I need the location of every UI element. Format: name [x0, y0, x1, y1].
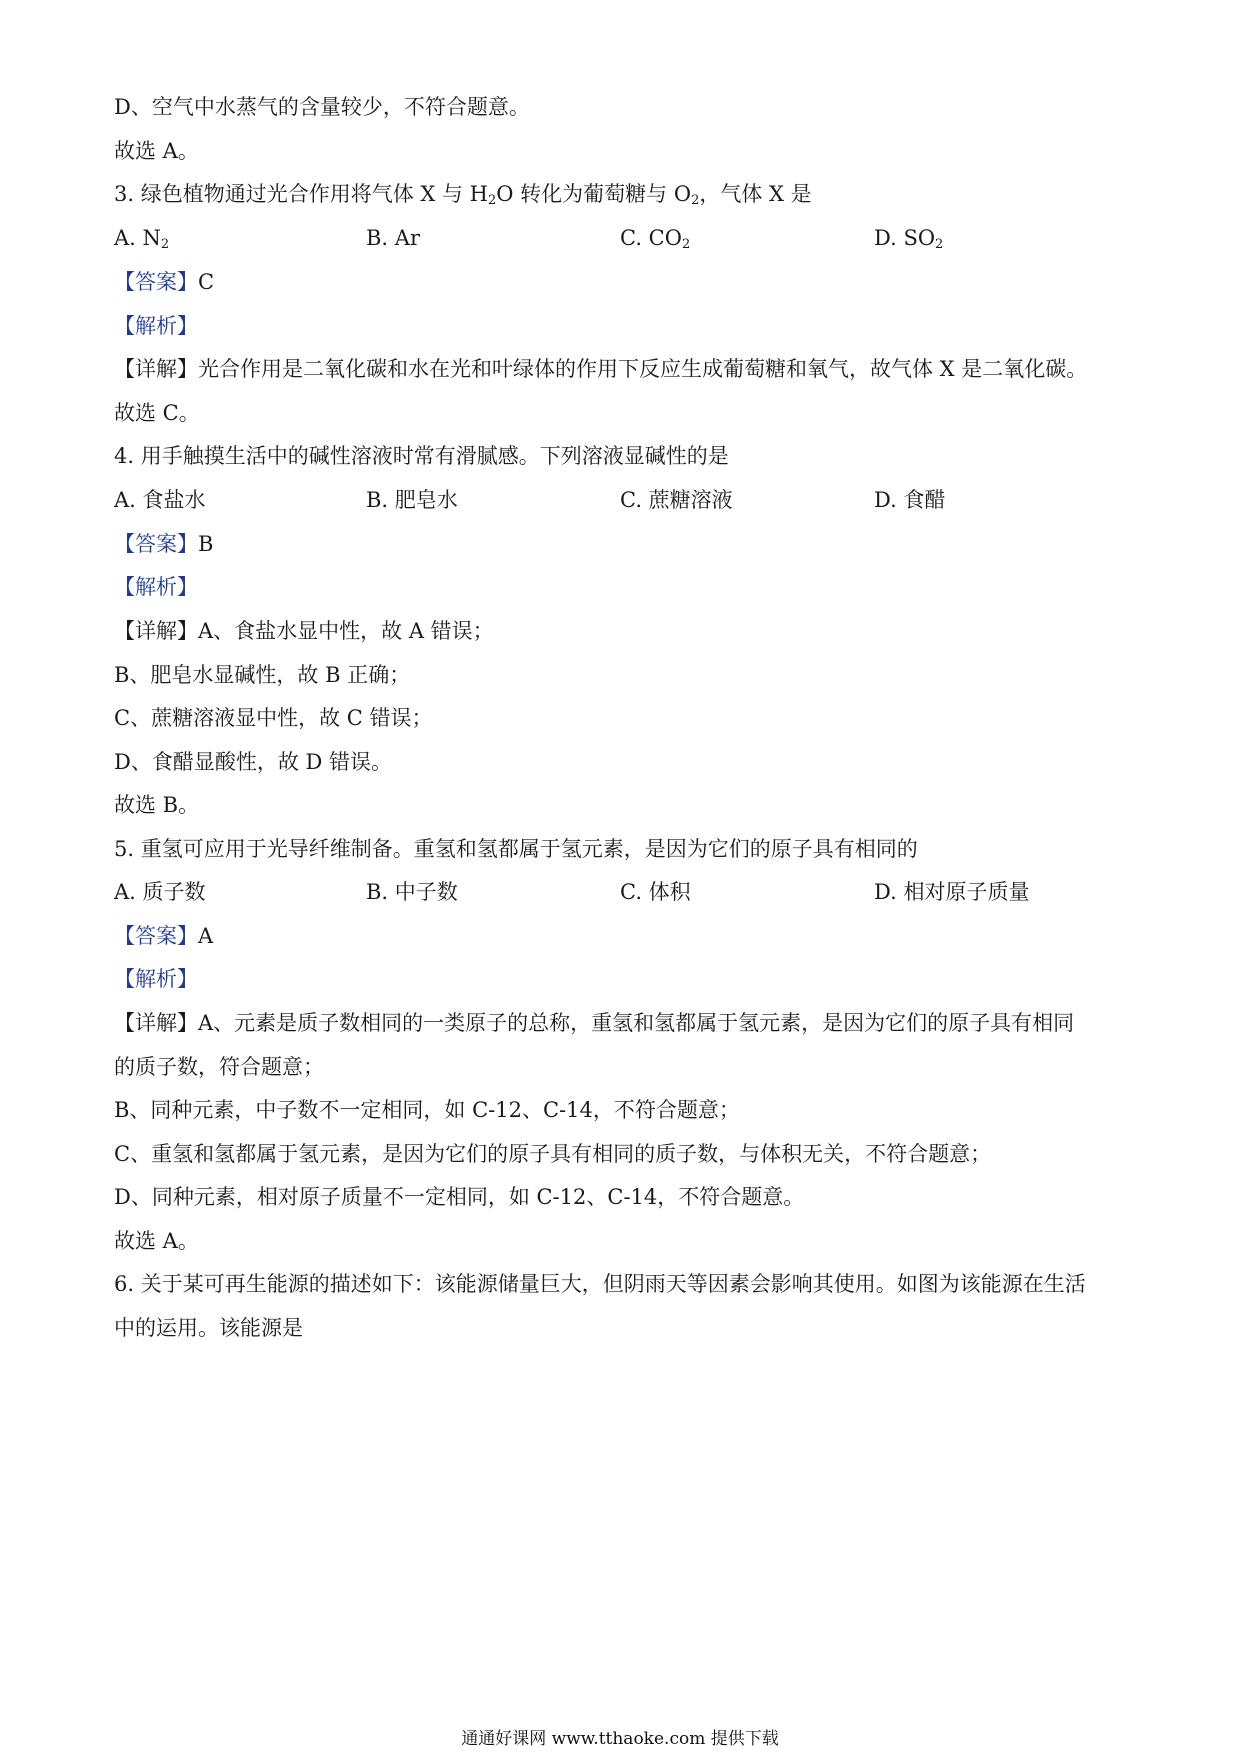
q5-detail-b: B、同种元素，中子数不一定相同，如 C-12、C-14，不符合题意； — [114, 1098, 740, 1122]
analysis-tag: 【解析】 — [114, 575, 198, 599]
q5-options — [114, 877, 1114, 907]
q4-detail-c: C、蔗糖溶液显中性，故 C 错误； — [114, 706, 433, 730]
q5-option-b: B. 中子数 — [366, 880, 458, 904]
q4-answer: 【答案】B — [114, 532, 214, 556]
prev-conclusion: 故选 A。 — [114, 139, 199, 163]
footer-source: 通通好课网 www.tthaoke.com 提供下载 — [461, 1729, 779, 1749]
q4-option-a: A. 食盐水 — [114, 488, 206, 512]
q5-analysis — [114, 964, 1120, 994]
q4-detail-d: D、食醋显酸性，故 D 错误。 — [114, 750, 393, 774]
q5-option-a: A. 质子数 — [114, 880, 206, 904]
q5-detail-c: C、重氢和氢都属于氢元素，是因为它们的原子具有相同的质子数，与体积无关，不符合题意； — [114, 1142, 992, 1166]
q4-analysis — [114, 572, 1120, 602]
q3-answer: 【答案】C — [114, 270, 215, 294]
q3-conclusion: 故选 C。 — [114, 401, 200, 425]
q5-detail-d: D、同种元素，相对原子质量不一定相同，如 C-12、C-14，不符合题意。 — [114, 1185, 805, 1209]
answer-tag: 【答案】 — [114, 532, 198, 556]
q4-stem: 4. 用手触摸生活中的碱性溶液时常有滑腻感。下列溶液显碱性的是 — [114, 444, 729, 468]
q5-detail-a: 【详解】A、元素是质子数相同的一类原子的总称，重氢和氢都属于氢元素，是因为它们的原子具有相同 — [114, 1011, 1075, 1035]
q3-option-c: C. $CO_2$ — [620, 226, 691, 252]
q3-options — [114, 223, 1114, 253]
detail-tag: 【详解】 — [114, 357, 198, 381]
q3-analysis — [114, 311, 1120, 341]
q4-option-c: C. 蔗糖溶液 — [620, 488, 733, 512]
q4-option-b: B. 肥皂水 — [366, 488, 458, 512]
q5-option-c: C. 体积 — [620, 880, 691, 904]
q3-stem: 3. 绿色植物通过光合作用将气体 X 与 $H_2O$ 转化为葡萄糖与 $O_2$，气体 X 是 — [114, 182, 812, 208]
q4-detail-b: B、肥皂水显碱性，故 B 正确； — [114, 663, 411, 687]
detail-tag: 【详解】 — [114, 1011, 198, 1035]
q6-stem-line1: 6. 关于某可再生能源的描述如下：该能源储量巨大，但阴雨天等因素会影响其使用。如图为该能源在生活 — [114, 1272, 1086, 1296]
answer-tag: 【答案】 — [114, 924, 198, 948]
q3-option-d: D. $SO_2$ — [874, 226, 944, 252]
detail-tag: 【详解】 — [114, 619, 198, 643]
q5-stem: 5. 重氢可应用于光导纤维制备。重氢和氢都属于氢元素，是因为它们的原子具有相同的 — [114, 837, 918, 861]
analysis-tag: 【解析】 — [114, 314, 198, 338]
prev-option-d-explanation: D、空气中水蒸气的含量较少，不符合题意。 — [114, 95, 530, 119]
q4-conclusion: 故选 B。 — [114, 793, 200, 817]
q5-answer: 【答案】A — [114, 924, 214, 948]
q3-option-b: B. Ar — [366, 226, 420, 250]
q5-option-d: D. 相对原子质量 — [874, 880, 1030, 904]
q5-conclusion: 故选 A。 — [114, 1229, 199, 1253]
q4-detail-a: 【详解】A、食盐水显中性，故 A 错误； — [114, 619, 494, 643]
q3-detail: 【详解】光合作用是二氧化碳和水在光和叶绿体的作用下反应生成葡萄糖和氧气，故气体 X 是二氧化碳。 — [114, 357, 1088, 381]
q6-stem-line2: 中的运用。该能源是 — [114, 1316, 303, 1340]
answer-tag: 【答案】 — [114, 270, 198, 294]
q5-detail-a-cont: 的质子数，符合题意； — [114, 1055, 324, 1079]
q4-options — [114, 485, 1114, 515]
q4-option-d: D. 食醋 — [874, 488, 946, 512]
analysis-tag: 【解析】 — [114, 967, 198, 991]
q3-option-a: A. $N_2$ — [114, 226, 170, 252]
